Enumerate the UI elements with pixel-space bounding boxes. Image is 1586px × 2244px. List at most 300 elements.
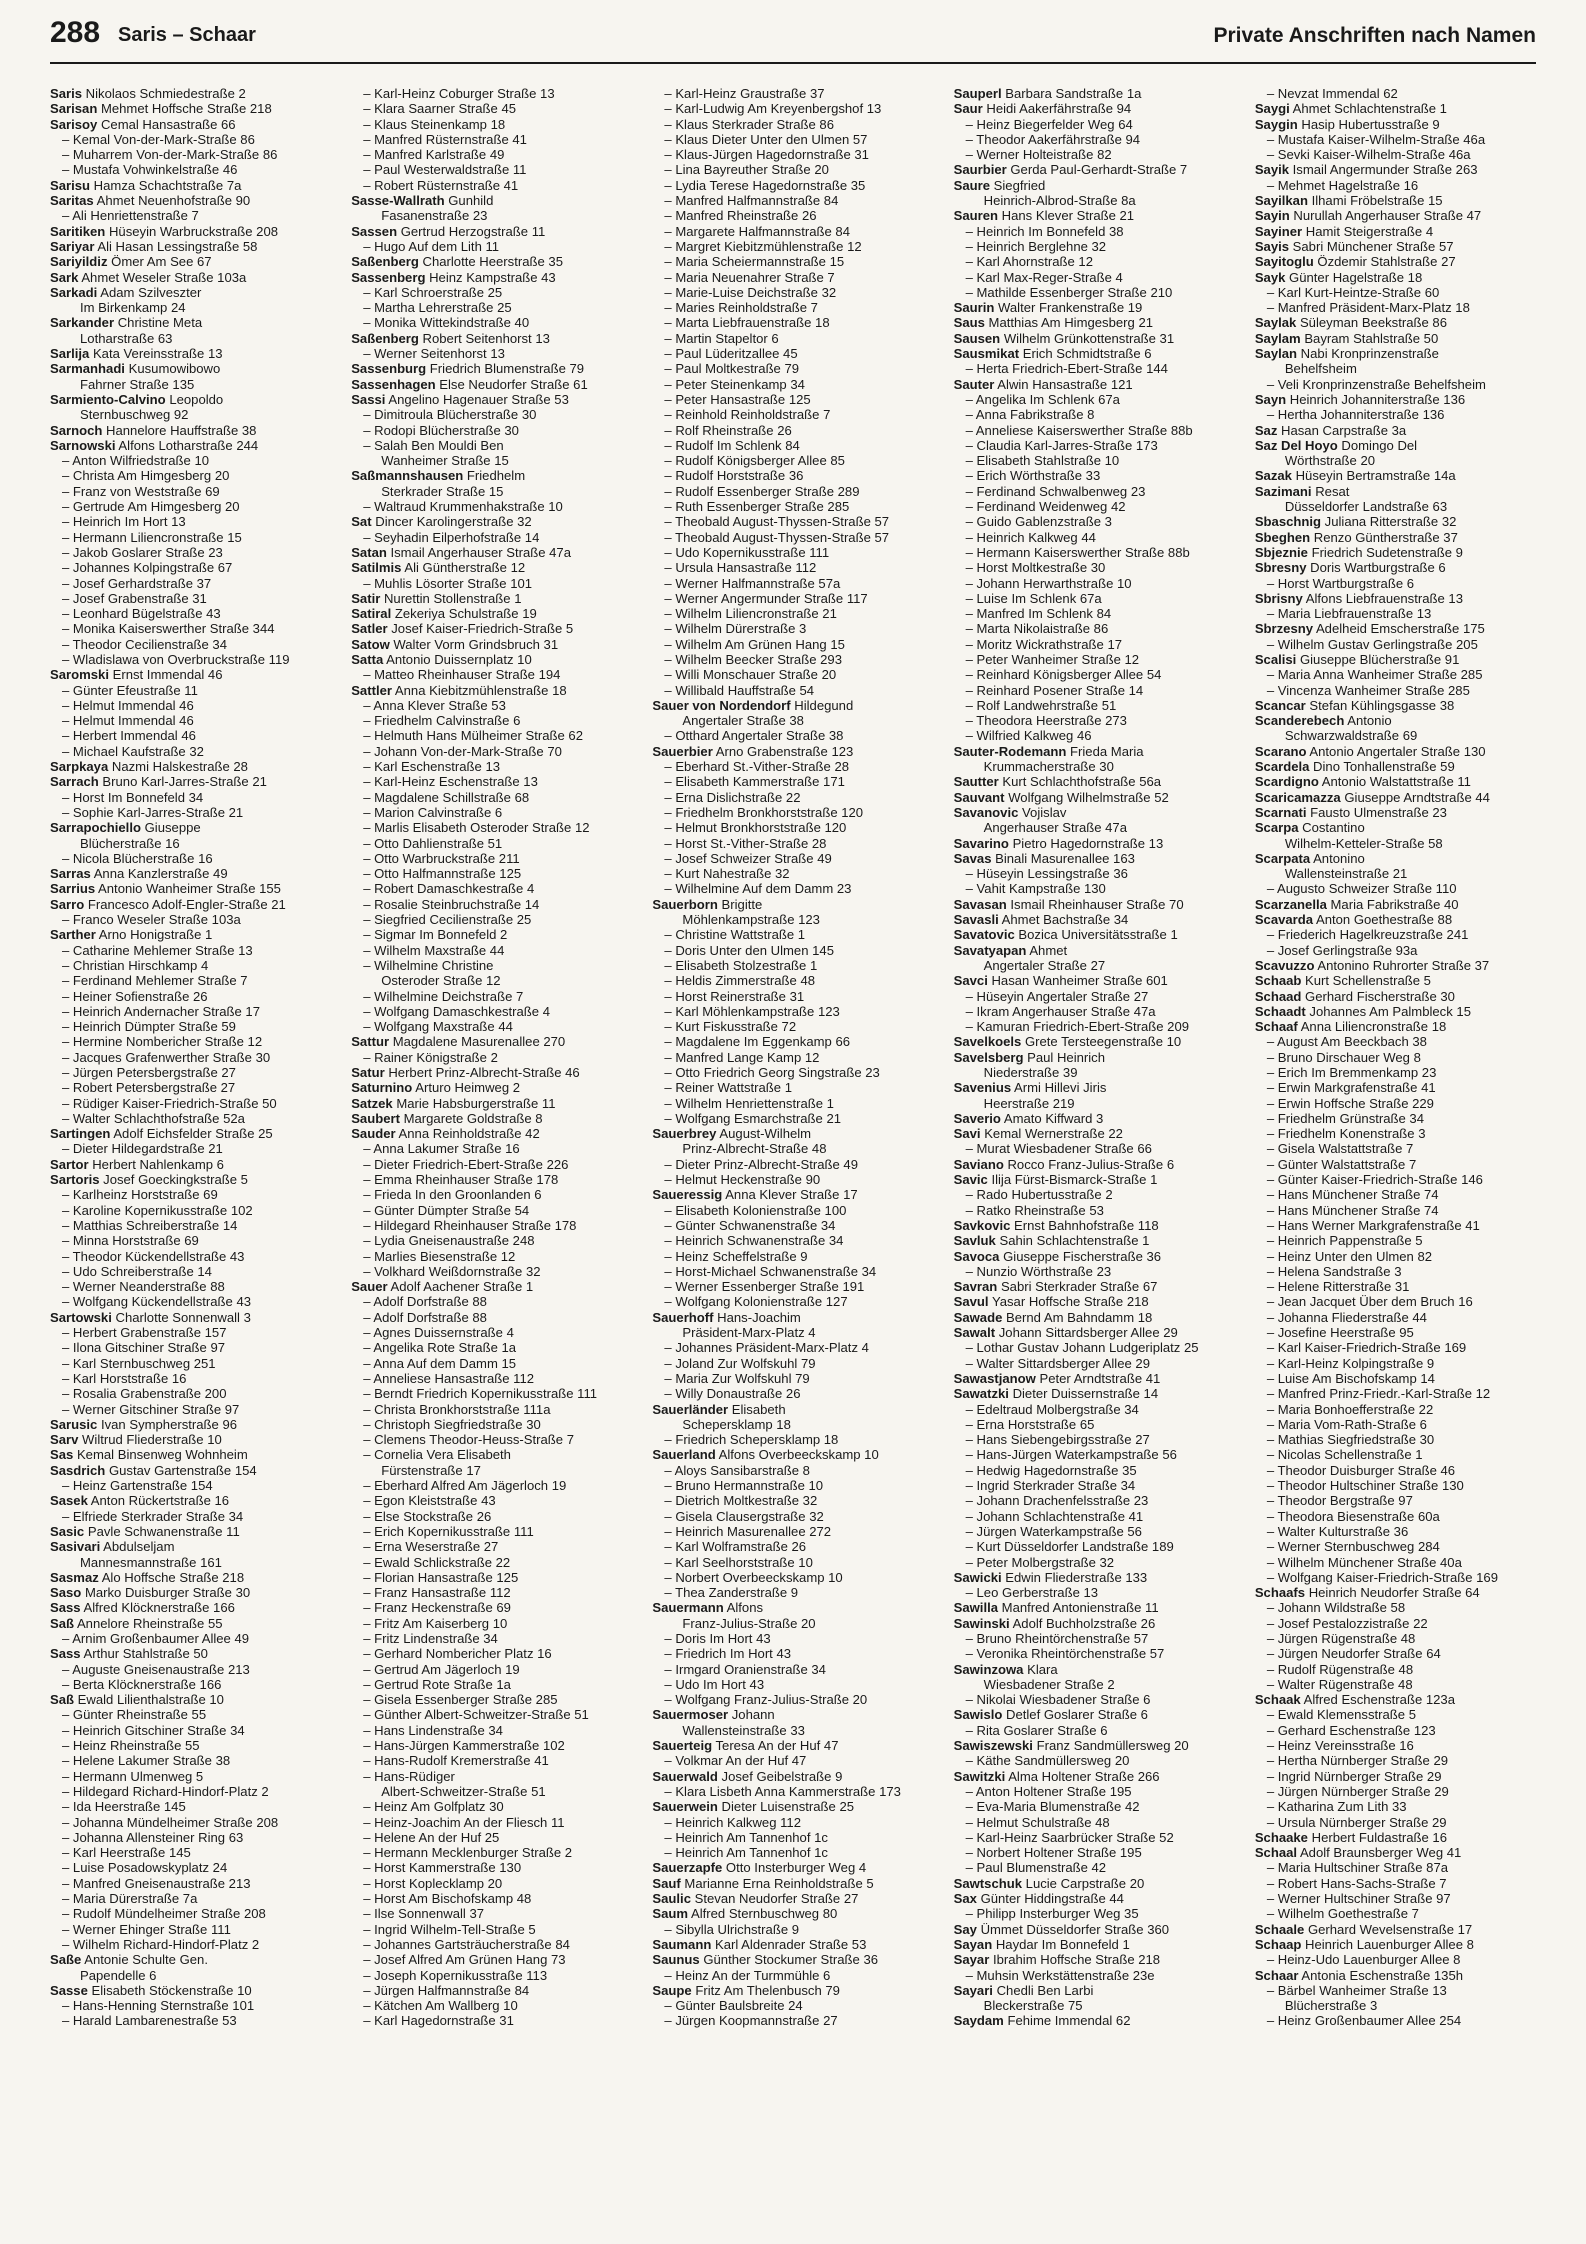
- entry-text: Margarete Goldstraße 8: [403, 1110, 543, 1126]
- entry-text: – Peter Molbergstraße 32: [965, 1554, 1115, 1570]
- entry-text: – Paul Westerwaldstraße 11: [363, 162, 527, 178]
- directory-entry: [954, 224, 1235, 239]
- directory-entry: [50, 1187, 331, 1202]
- directory-entry: [351, 101, 632, 116]
- directory-entry: [50, 117, 331, 132]
- directory-entry: [351, 805, 632, 820]
- surname: Scarzanella: [1254, 896, 1327, 912]
- entry-text: – Werner Ehinger Straße 111: [62, 1921, 231, 1937]
- entry-text: – Herbert Immendal 46: [62, 728, 196, 744]
- directory-entry: [954, 774, 1235, 789]
- surname: Sauvant: [953, 789, 1005, 805]
- directory-entry: [652, 943, 933, 958]
- entry-text: Franz Sandmüllersweg 20: [1036, 1738, 1189, 1754]
- entry-text: – Martin Stapeltor 6: [664, 330, 779, 346]
- entry-text: – Ewald Klemensstraße 5: [1266, 1707, 1417, 1723]
- directory-entry: [351, 2013, 632, 2028]
- directory-entry: [1255, 315, 1536, 330]
- directory-entry: [50, 1004, 331, 1019]
- entry-text: Christine Meta: [117, 315, 203, 331]
- entry-text: Wallensteinstraße 33: [682, 1722, 805, 1738]
- entry-text: – Wilhelm Goethestraße 7: [1266, 1906, 1419, 1922]
- directory-entry: [351, 1065, 632, 1080]
- directory-entry: [954, 193, 1235, 208]
- directory-entry: [1255, 1294, 1536, 1309]
- entry-text: – Manfred Präsident-Marx-Platz 18: [1266, 300, 1470, 316]
- entry-text: Wiltrud Fliederstraße 10: [82, 1432, 222, 1448]
- surname: Sbrisny: [1254, 590, 1303, 606]
- entry-text: – Luise Im Schlenk 67a: [965, 590, 1102, 606]
- directory-entry: [1255, 1065, 1536, 1080]
- entry-text: – Otto Dahlienstraße 51: [363, 835, 503, 851]
- entry-text: – Egon Kleiststraße 43: [363, 1493, 496, 1509]
- entry-text: – Friedrich Schepersklamp 18: [664, 1432, 839, 1448]
- directory-entry: [351, 1402, 632, 1417]
- directory-entry: [652, 1096, 933, 1111]
- directory-entry: [351, 1340, 632, 1355]
- entry-text: Hans Klever Straße 21: [1001, 208, 1135, 224]
- surname: Sas: [50, 1447, 74, 1463]
- entry-text: – Wilhelm Maxstraße 44: [363, 942, 505, 958]
- entry-text: – Veli Kronprinzenstraße Behelfsheim: [1266, 376, 1486, 392]
- entry-text: – Theobald August-Thyssen-Straße 57: [664, 529, 890, 545]
- entry-text: – Leo Gerberstraße 13: [965, 1585, 1099, 1601]
- surname: Sayitoglu: [1254, 254, 1314, 270]
- entry-text: Günter Hagelstraße 18: [1289, 269, 1423, 285]
- directory-entry: [652, 1172, 933, 1187]
- directory-entry: [954, 1600, 1235, 1615]
- directory-entry: [954, 1157, 1235, 1172]
- surname: Scarpata: [1254, 850, 1311, 866]
- entry-text: – Wilhelm Liliencronstraße 21: [664, 606, 837, 622]
- directory-entry: [351, 989, 632, 1004]
- entry-text: – Willy Donaustraße 26: [664, 1386, 801, 1402]
- surname: Sauter-Rodemann: [953, 743, 1067, 759]
- directory-entry: [50, 1294, 331, 1309]
- entry-text: – Cornelia Vera Elisabeth: [363, 1447, 511, 1463]
- entry-text: – Hertha Nürnberger Straße 29: [1266, 1753, 1449, 1769]
- entry-text: – Kurt Nahestraße 32: [664, 866, 790, 882]
- entry-text: Gunhild: [448, 193, 494, 209]
- entry-text: – Günther Albert-Schweitzer-Straße 51: [363, 1707, 589, 1723]
- directory-entry: [652, 101, 933, 116]
- entry-text: – Wilhelm Richard-Hindorf-Platz 2: [62, 1936, 260, 1952]
- entry-text: – Hans Werner Markgrafenstraße 41: [1266, 1217, 1480, 1233]
- directory-entry: [1255, 897, 1536, 912]
- directory-entry: [652, 530, 933, 545]
- entry-text: Grete Tersteegenstraße 10: [1024, 1034, 1182, 1050]
- entry-text: – Horst Koplecklamp 20: [363, 1875, 503, 1891]
- directory-entry: [1255, 1096, 1536, 1111]
- directory-entry: [1255, 1600, 1536, 1615]
- entry-text: – Mathilde Essenberger Straße 210: [965, 284, 1173, 300]
- directory-entry: [652, 1141, 933, 1156]
- surname: Savluk: [953, 1233, 996, 1249]
- directory-entry: [652, 912, 933, 927]
- directory-entry: [351, 1371, 632, 1386]
- directory-entry: [50, 652, 331, 667]
- directory-entry: [50, 499, 331, 514]
- entry-text: – Ida Heerstraße 145: [62, 1799, 186, 1815]
- entry-text: – Karl Horststraße 16: [62, 1370, 187, 1386]
- directory-entry: [954, 1141, 1235, 1156]
- entry-text: Marie Habsburgerstraße 11: [396, 1095, 556, 1111]
- directory-entry: [954, 514, 1235, 529]
- directory-entry: [954, 315, 1235, 330]
- entry-text: Antonio Wanheimer Straße 155: [98, 881, 281, 897]
- surname: Savi: [953, 1126, 981, 1142]
- surname: Sawade: [953, 1309, 1003, 1325]
- directory-entry: [954, 254, 1235, 269]
- surname: Scavarda: [1254, 912, 1314, 928]
- entry-text: – Karoline Kopernikusstraße 102: [62, 1202, 253, 1218]
- directory-entry: [50, 1111, 331, 1126]
- directory-entry: [652, 576, 933, 591]
- directory-entry: [50, 606, 331, 621]
- directory-entry: [652, 1478, 933, 1493]
- entry-text: Kata Vereinsstraße 13: [92, 346, 223, 362]
- directory-entry: [954, 468, 1235, 483]
- directory-entry: [1255, 1019, 1536, 1034]
- entry-text: – Salah Ben Mouldi Ben: [363, 437, 504, 453]
- surname: Scardigno: [1254, 774, 1319, 790]
- entry-text: – Lydia Gneisenaustraße 248: [363, 1233, 535, 1249]
- directory-entry: [351, 254, 632, 269]
- directory-entry: [50, 698, 331, 713]
- directory-entry: [652, 407, 933, 422]
- entry-text: – Walter Kulturstraße 36: [1266, 1523, 1409, 1539]
- surname: Scancar: [1254, 697, 1306, 713]
- directory-entry: [50, 851, 331, 866]
- entry-text: Klara: [1027, 1661, 1058, 1677]
- directory-entry: [954, 1769, 1235, 1784]
- directory-entry: [954, 1096, 1235, 1111]
- entry-text: Hasip Hubertusstraße 9: [1301, 116, 1440, 132]
- surname: Sauder: [351, 1126, 396, 1142]
- directory-entry: [50, 912, 331, 927]
- entry-text: – Seyhadin Eilperhofstraße 14: [363, 529, 540, 545]
- entry-text: Josef Kaiser-Friedrich-Straße 5: [391, 621, 574, 637]
- directory-columns: [50, 86, 1536, 2226]
- directory-entry: [1255, 1555, 1536, 1570]
- surname: Sayik: [1254, 162, 1290, 178]
- directory-entry: [1255, 1998, 1536, 2013]
- surname: Sauter: [953, 376, 995, 392]
- entry-text: August-Wilhelm: [719, 1126, 812, 1142]
- entry-text: Ahmet Neuenhofstraße 90: [96, 193, 251, 209]
- surname: Schaar: [1254, 1967, 1299, 1983]
- directory-entry: [954, 1264, 1235, 1279]
- entry-text: – Edeltraud Molbergstraße 34: [965, 1401, 1139, 1417]
- entry-text: Antonio Angertaler Straße 130: [1309, 743, 1486, 759]
- entry-text: – Hans-Rüdiger: [363, 1768, 455, 1784]
- entry-text: – Murat Wiesbadener Straße 66: [965, 1141, 1152, 1157]
- directory-entry: [1255, 606, 1536, 621]
- entry-text: – Wilhelm Am Grünen Hang 15: [664, 636, 845, 652]
- directory-entry: [351, 1677, 632, 1692]
- entry-text: – Hugo Auf dem Lith 11: [363, 238, 500, 254]
- directory-entry: [351, 1860, 632, 1875]
- directory-entry: [954, 1784, 1235, 1799]
- directory-entry: [351, 1662, 632, 1677]
- entry-text: – Heinz Vereinsstraße 16: [1266, 1738, 1414, 1754]
- entry-text: – Maries Reinholdstraße 7: [664, 300, 818, 316]
- entry-text: – Robert Petersbergstraße 27: [62, 1080, 236, 1096]
- entry-text: – Heinrich Dümpter Straße 59: [62, 1019, 236, 1035]
- directory-entry: [50, 1753, 331, 1768]
- directory-entry: [652, 1402, 933, 1417]
- directory-entry: [50, 1983, 331, 1998]
- directory-entry: [652, 1249, 933, 1264]
- directory-entry: [954, 1172, 1235, 1187]
- directory-entry: [1255, 1264, 1536, 1279]
- entry-text: – Wilfried Kalkweg 46: [965, 728, 1092, 744]
- entry-text: – Auguste Gneisenaustraße 213: [62, 1661, 250, 1677]
- entry-text: – Friedhelm Konenstraße 3: [1266, 1126, 1426, 1142]
- directory-entry: [1255, 560, 1536, 575]
- directory-entry: [351, 1845, 632, 1860]
- directory-entry: [652, 1799, 933, 1814]
- entry-text: – Horst Reinerstraße 31: [664, 988, 805, 1004]
- directory-entry: [1255, 1815, 1536, 1830]
- entry-text: – Wolfgang Esmarchstraße 21: [664, 1110, 842, 1126]
- surname: Sawalt: [953, 1325, 996, 1341]
- entry-text: – Dieter Friedrich-Ebert-Straße 226: [363, 1156, 569, 1172]
- directory-entry: [652, 621, 933, 636]
- directory-entry: [652, 1493, 933, 1508]
- entry-text: – Rita Goslarer Straße 6: [965, 1722, 1108, 1738]
- directory-entry: [351, 1906, 632, 1921]
- surname: Sarlija: [50, 346, 90, 362]
- directory-entry: [954, 576, 1235, 591]
- directory-entry: [50, 315, 331, 330]
- entry-text: Sahin Schlachtenstraße 1: [999, 1233, 1150, 1249]
- surname: Sarro: [50, 896, 85, 912]
- directory-entry: [954, 851, 1235, 866]
- directory-entry: [50, 1050, 331, 1065]
- directory-entry: [954, 1646, 1235, 1661]
- directory-entry: [1255, 1157, 1536, 1172]
- entry-text: Heerstraße 219: [983, 1095, 1075, 1111]
- surname: Sayan: [953, 1936, 993, 1952]
- directory-entry: [652, 162, 933, 177]
- directory-entry: [50, 377, 331, 392]
- directory-entry: [954, 759, 1235, 774]
- entry-text: – Maria Neuenahrer Straße 7: [664, 269, 835, 285]
- entry-text: – Wolfgang Kolonienstraße 127: [664, 1294, 848, 1310]
- entry-text: Sterkrader Straße 15: [381, 483, 504, 499]
- entry-text: – Volkhard Weißdornstraße 32: [363, 1263, 541, 1279]
- entry-text: – Monika Kaiserswerther Straße 344: [62, 621, 275, 637]
- directory-entry: [50, 1340, 331, 1355]
- directory-entry: [652, 346, 933, 361]
- entry-text: – Sibylla Ulrichstraße 9: [664, 1921, 800, 1937]
- entry-text: Ismail Angermunder Straße 263: [1292, 162, 1478, 178]
- entry-text: – Gertrud Am Jägerloch 19: [363, 1661, 520, 1677]
- entry-text: Stefan Kühlingsgasse 38: [1309, 697, 1455, 713]
- entry-text: – Rudolf Rügenstraße 48: [1266, 1661, 1414, 1677]
- surname: Savasli: [953, 912, 999, 928]
- entry-text: – Erwin Markgrafenstraße 41: [1266, 1080, 1436, 1096]
- directory-entry: [954, 392, 1235, 407]
- directory-entry: [50, 1906, 331, 1921]
- directory-entry: [351, 713, 632, 728]
- directory-entry: [1255, 101, 1536, 116]
- directory-entry: [1255, 1891, 1536, 1906]
- entry-text: – Manfred Im Schlenk 84: [965, 606, 1112, 622]
- entry-text: – Friedhelm Calvinstraße 6: [363, 713, 521, 729]
- directory-entry: [1255, 162, 1536, 177]
- entry-text: Else Neudorfer Straße 61: [439, 376, 588, 392]
- entry-text: – Heinrich Am Tannenhof 1c: [664, 1829, 828, 1845]
- entry-text: Alfons Overbeeckskamp 10: [718, 1447, 879, 1463]
- entry-text: Heidi Aakerfährstraße 94: [986, 101, 1132, 117]
- directory-entry: [1255, 224, 1536, 239]
- surname: Sauerwald: [652, 1768, 718, 1784]
- surname: Saum: [652, 1906, 689, 1922]
- entry-text: Kusumowibowo: [128, 361, 221, 377]
- entry-text: Francesco Adolf-Engler-Straße 21: [87, 896, 286, 912]
- entry-text: Heinz Kampstraße 43: [429, 269, 556, 285]
- directory-entry: [954, 132, 1235, 147]
- directory-entry: [954, 652, 1235, 667]
- directory-entry: [50, 1034, 331, 1049]
- surname: Saviano: [953, 1156, 1004, 1172]
- entry-text: – Klaus-Jürgen Hagedornstraße 31: [664, 147, 869, 163]
- directory-entry: [50, 866, 331, 881]
- entry-text: – Günter Schwanenstraße 34: [664, 1217, 836, 1233]
- surname: Schaake: [1254, 1829, 1308, 1845]
- directory-entry: [652, 1019, 933, 1034]
- directory-entry: [50, 790, 331, 805]
- directory-entry: [50, 1019, 331, 1034]
- entry-text: – Clemens Theodor-Heuss-Straße 7: [363, 1432, 575, 1448]
- directory-entry: [1255, 1478, 1536, 1493]
- directory-entry: [50, 621, 331, 636]
- directory-entry: [1255, 1646, 1536, 1661]
- directory-entry: [954, 484, 1235, 499]
- entry-text: Hüseyin Bertramstraße 14a: [1295, 468, 1456, 484]
- directory-entry: [954, 1845, 1235, 1860]
- directory-entry: [1255, 1860, 1536, 1875]
- entry-text: – Johannes Gartsträucherstraße 84: [363, 1936, 570, 1952]
- directory-entry: [351, 224, 632, 239]
- directory-entry: [1255, 2013, 1536, 2028]
- entry-text: Sabri Sterkrader Straße 67: [1000, 1279, 1158, 1295]
- entry-text: – Helene Lakumer Straße 38: [62, 1753, 231, 1769]
- entry-text: Otto Insterburger Weg 4: [725, 1860, 867, 1876]
- directory-entry: [652, 927, 933, 942]
- directory-entry: [1255, 1034, 1536, 1049]
- directory-entry: [351, 1738, 632, 1753]
- directory-entry: [954, 790, 1235, 805]
- directory-entry: [954, 621, 1235, 636]
- surname: Saydam: [953, 2013, 1004, 2029]
- entry-text: – Günter Dümpter Straße 54: [363, 1202, 530, 1218]
- directory-entry: [954, 1937, 1235, 1952]
- surname: Scarano: [1254, 743, 1307, 759]
- surname: Sattler: [351, 682, 392, 698]
- directory-entry: [1255, 1631, 1536, 1646]
- directory-entry: [50, 1570, 331, 1585]
- entry-text: – Wilhelm Beecker Straße 293: [664, 651, 842, 667]
- entry-text: Antonino: [1313, 850, 1365, 866]
- entry-text: – Otthard Angertaler Straße 38: [664, 728, 844, 744]
- directory-entry: [652, 1310, 933, 1325]
- directory-entry: [351, 1539, 632, 1554]
- directory-entry: [954, 499, 1235, 514]
- entry-text: – Frieda In den Groonlanden 6: [363, 1187, 542, 1203]
- directory-entry: [652, 805, 933, 820]
- entry-text: – Manfred Karlstraße 49: [363, 147, 505, 163]
- entry-text: – Muharrem Von-der-Mark-Straße 86: [62, 147, 278, 163]
- surname: Schaadt: [1254, 1003, 1306, 1019]
- entry-text: Fasanenstraße 23: [381, 208, 488, 224]
- entry-text: – Erich Kopernikusstraße 111: [363, 1523, 534, 1539]
- entry-text: – Karl Möhlenkampstraße 123: [664, 1003, 840, 1019]
- entry-text: – Paul Blumenstraße 42: [965, 1860, 1107, 1876]
- entry-text: Pavle Schwanenstraße 11: [87, 1523, 240, 1539]
- entry-text: Arturo Heimweg 2: [415, 1080, 521, 1096]
- directory-entry: [1255, 1463, 1536, 1478]
- directory-entry: [1255, 637, 1536, 652]
- entry-text: – Angelika Rote Straße 1a: [363, 1340, 517, 1356]
- entry-text: Antonio Duissernplatz 10: [386, 651, 532, 667]
- directory-entry: [954, 1998, 1235, 2013]
- directory-entry: [50, 1249, 331, 1264]
- directory-entry: [50, 560, 331, 575]
- directory-entry: [1255, 270, 1536, 285]
- directory-entry: [50, 361, 331, 376]
- entry-text: – Rudolf Mündelheimer Straße 208: [62, 1906, 266, 1922]
- entry-text: – Heinz Unter den Ulmen 82: [1266, 1248, 1433, 1264]
- directory-entry: [1255, 1111, 1536, 1126]
- directory-entry: [1255, 989, 1536, 1004]
- directory-entry: [50, 1616, 331, 1631]
- entry-text: – Udo Im Hort 43: [664, 1676, 765, 1692]
- directory-entry: [652, 1218, 933, 1233]
- directory-entry: [1255, 881, 1536, 896]
- entry-text: – Nevzat Immendal 62: [1266, 86, 1398, 101]
- entry-text: Gerhard Wevelsenstraße 17: [1307, 1921, 1473, 1937]
- directory-entry: [954, 1019, 1235, 1034]
- directory-entry: [351, 1753, 632, 1768]
- entry-text: Detlef Goslarer Straße 6: [1006, 1707, 1148, 1723]
- directory-entry: [50, 2013, 331, 2028]
- directory-entry: [351, 652, 632, 667]
- surname: Sartoris: [50, 1172, 100, 1188]
- directory-entry: [351, 1784, 632, 1799]
- entry-text: – Wilhelm Münchener Straße 40a: [1266, 1554, 1462, 1570]
- directory-entry: [351, 530, 632, 545]
- surname: Sarther: [50, 927, 96, 943]
- entry-text: – Robert Hans-Sachs-Straße 7: [1266, 1875, 1447, 1891]
- entry-text: – Manfred Rheinstraße 26: [664, 208, 817, 224]
- directory-entry: [351, 1157, 632, 1172]
- entry-text: Armi Hillevi Jiris: [1014, 1080, 1107, 1096]
- entry-text: – Helmut Heckenstraße 90: [664, 1172, 821, 1188]
- entry-text: – Elisabeth Kammerstraße 171: [664, 774, 845, 790]
- entry-text: Sabri Münchener Straße 57: [1292, 238, 1454, 254]
- entry-text: – Karl Heerstraße 145: [62, 1845, 191, 1861]
- entry-text: – Heinz Rheinstraße 55: [62, 1738, 200, 1754]
- entry-text: – Ingrid Nürnberger Straße 29: [1266, 1768, 1442, 1784]
- entry-text: – Werner Gitschiner Straße 97: [62, 1401, 240, 1417]
- surname: Sarnoch: [50, 422, 103, 438]
- directory-entry: [351, 1478, 632, 1493]
- entry-text: Zekeriya Schulstraße 19: [394, 606, 537, 622]
- surname: Saupe: [652, 1982, 692, 1998]
